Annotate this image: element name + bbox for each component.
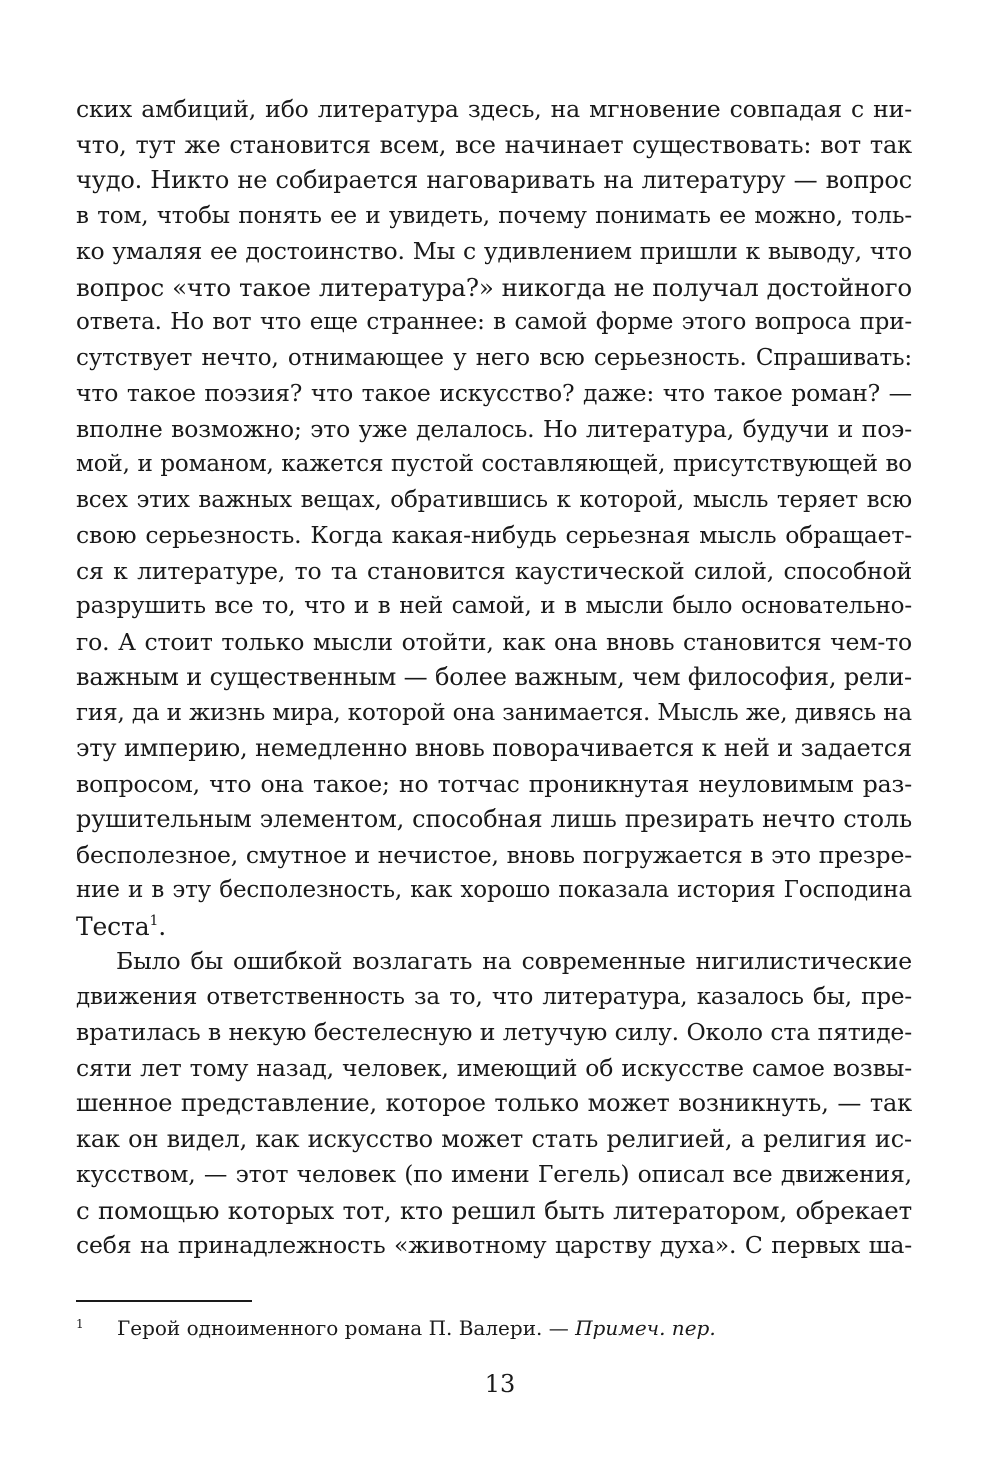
text-line: гия, да и жизнь мира, которой она занимается. Мысль же, дивясь на bbox=[76, 699, 912, 726]
text-line: го. А стоит только мысли отойти, как она вновь становится чем-то bbox=[76, 627, 912, 656]
page-number: 13 bbox=[484, 1370, 516, 1398]
text-line: ние и в эту бесполезность, как хорошо показала история Господина bbox=[76, 877, 912, 903]
text-line: свою серьезность. Когда какая-нибудь серьезная мысль обращает- bbox=[76, 521, 912, 549]
text-line: важным и существенным — более важным, чем философия, рели- bbox=[76, 663, 912, 691]
text-line: ко умаляя ее достоинство. Мы с удивлением пришли к выводу, что bbox=[76, 237, 912, 265]
text-line: вопросом, что она такое; но тотчас проникнутая неуловимым раз- bbox=[76, 769, 912, 798]
text-segment: . bbox=[158, 911, 167, 941]
text-line: рушительным элементом, способная лишь презирать нечто столь bbox=[76, 805, 912, 833]
text-line: шенное представление, которое только может возникнуть, — так bbox=[76, 1089, 912, 1117]
text-line: чудо. Никто не собирается наговаривать на литературу — вопрос bbox=[76, 166, 912, 194]
text-line: с помощью которых тот, кто решил быть литератором, обрекает bbox=[76, 1195, 912, 1225]
text-line: вполне возможно; это уже делалось. Но литература, будучи и поэ- bbox=[76, 414, 912, 443]
text-line: в том, чтобы понять ее и увидеть, почему понимать ее можно, толь- bbox=[76, 202, 912, 229]
footnote-body: Герой одноименного романа П. Валери. — bbox=[117, 1316, 576, 1340]
paragraph-first-line: Было бы ошибкой возлагать на современные нигилистические bbox=[116, 947, 912, 975]
text-line: что такое поэзия? что такое искусство? даже: что такое роман? — bbox=[76, 379, 912, 407]
text-segment: Теста bbox=[76, 911, 150, 941]
footnote-translator-note: Примеч. пер. bbox=[575, 1316, 716, 1340]
text-line: что, тут же становится всем, все начинает существовать: вот так bbox=[76, 130, 912, 159]
text-line: бесполезное, смутное и нечистое, вновь погружается в это презре- bbox=[76, 840, 912, 869]
text-line: разрушить все то, что и в ней самой, и в мысли было основательно- bbox=[76, 593, 912, 619]
text-line bbox=[76, 909, 912, 945]
body-text bbox=[76, 92, 912, 1264]
text-line: ответа. Но вот что еще страннее: в самой форме этого вопроса при- bbox=[76, 309, 912, 335]
text-line: мой, и романом, кажется пустой составляющей, присутствующей во bbox=[76, 451, 912, 477]
text-line: ских амбиций, ибо литература здесь, на мгновение совпадая с ни- bbox=[76, 95, 912, 123]
footnote-text bbox=[117, 1313, 716, 1343]
text-line: как он видел, как искусство может стать религией, а религия ис- bbox=[76, 1124, 912, 1153]
text-line: всех этих важных вещах, обратившись к которой, мысль теряет всю bbox=[76, 486, 912, 513]
text-line: движения ответственность за то, что литература, казалось бы, пре- bbox=[76, 983, 912, 1010]
text-line: вопрос «что такое литература?» никогда не получал достойного bbox=[76, 272, 912, 302]
footnote-divider bbox=[76, 1300, 252, 1302]
text-line: кусством, — этот человек (по имени Гегель) описал все движения, bbox=[76, 1160, 912, 1188]
text-line: сутствует нечто, отнимающее у него всю серьезность. Спрашивать: bbox=[76, 344, 912, 371]
text-line: вратилась в некую бестелесную и летучую силу. Около ста пятиде- bbox=[76, 1018, 912, 1046]
text-line: ся к литературе, то та становится каустической силой, способной bbox=[76, 556, 912, 585]
footnote-number: 1 bbox=[76, 1317, 84, 1331]
text-line: сяти лет тому назад, человек, имеющий об искусстве самое возвы- bbox=[76, 1053, 912, 1082]
text-line: эту империю, немедленно вновь поворачивается к ней и задается bbox=[76, 734, 912, 762]
text-line: себя на принадлежность «животному царству духа». С первых ша- bbox=[76, 1231, 912, 1259]
footnote-reference[interactable]: 1 bbox=[149, 912, 159, 929]
